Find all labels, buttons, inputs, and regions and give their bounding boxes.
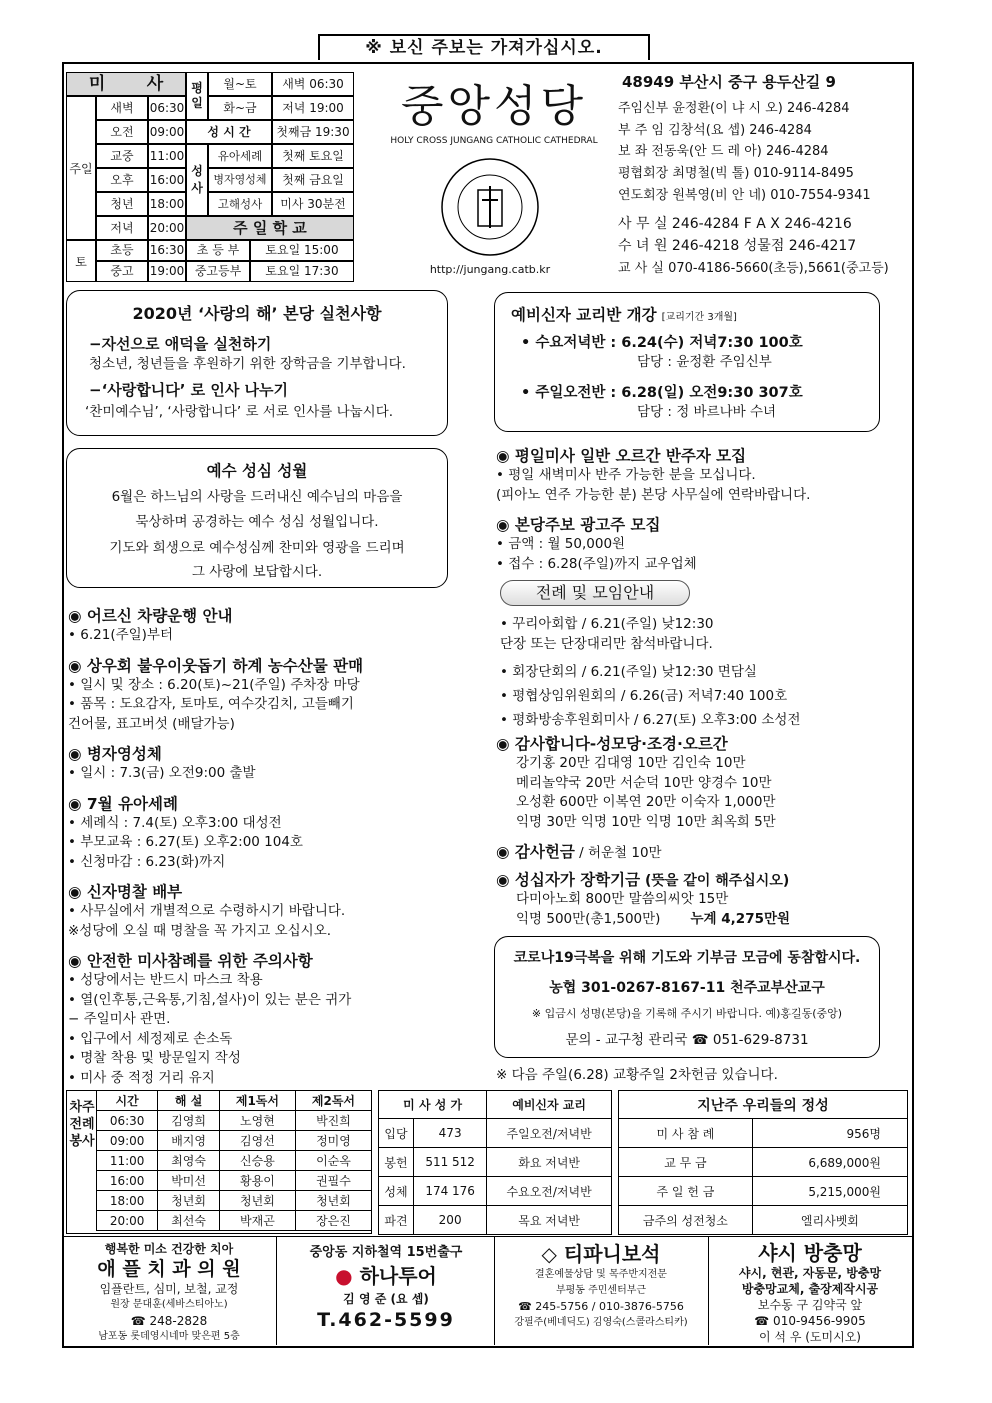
church-seal-icon [430,152,550,262]
notice-item: ◉ 신자명찰 배부 • 사무실에서 개별적으로 수령하시기 바랍니다. ※성당에 오실 때 명찰을 꼭 가지고 오십시오. [68,883,346,939]
ad-travel: 중앙동 지하철역 15번출구 ● 하나투어 김 영 준 (요 셉) T.462-5599 [309,1245,463,1331]
sacred-heart-box: 예수 성심 성월 6월은 하느님의 사랑을 드러내신 예수님의 마음을 묵상하며 공경하는 예수 성심 성월입니다. 기도와 희생으로 예수성심께 찬미와 영광을 드리며 그 사랑에 보답합시다. [66,448,448,588]
catechumen-box: 예비신자 교리반 개강 [교리기간 3개월] • 수요저녁반 : 6.24(수) 저녁7:30 100호 담당 : 윤정환 주임신부 • 주일오전반 : 6.28(일) 오전9:30 307호 담당 : 정 바르나바 수녀 [494,292,880,432]
convent-phone: 수 녀 원 246-4218 성물점 246-4217 [618,238,857,254]
staff-line: 연도회장 원복영(비 안 네) 010-7554-9341 [618,187,871,203]
notice-item: ◉ 상우회 불우이웃돕기 하계 농수산물 판매 • 일시 및 장소 : 6.20(토)~21(주일) 주차장 마당 • 품목 : 도요감자, 토마토, 여수갓김치, 고들빼기 건어물, 표고버섯 (배달가능) [68,656,364,732]
offerings-table: 지난주 우리들의 정성 미 사 참 례 956명 교 무 금 6,689,000원 주 일 헌 금 5,215,000원 금주의 성전청소 엘리사벳회 [618,1090,908,1235]
thanks-section: ◉ 감사합니다-성모당·조경·오르간 강기홍 20만 김대영 10만 김인숙 10만 메리놀약국 20만 서순덕 10만 양경수 10만 오성환 600만 이복연 20만 이숙자 1,000만 익명 30만 익명 10만 익명 10만 최옥희 5만 [496,735,776,830]
ad-dental: 행복한 미소 건강한 치아 애 플 치 과 의 원 임플란트, 심미, 보철, 교정 원장 문대훈(세바스티아노) ☎ 248-2828 남포동 롯데영시네마 맞은편 5층 [97,1242,241,1342]
notice-item: ◉ 7월 유아세례 • 세례식 : 7.4(토) 오후3:00 대성전 • 부모교육 : 6.27(토) 오후2:00 104호 • 신청마감 : 6.23(화)까지 [68,794,303,870]
notice-banner: ※ 보신 주보는 가져가십시오. [318,34,650,60]
mass-grid: 미 사 평일 월~토 새벽 06:30 화~금 저녁 19:00 성 시 간 첫째금 19:30 주일 새벽 06:30 오전 09:00 교중 11:00 오후 16:00 청년 18:00 저녁 20:00 성사 유아세례 첫째 토요일 병자영성체 첫째 금요일 고해성사 미사 30분전 주 일 학 교 토 초등 16:30 초 등 부 토요일 15:00 중고 19:00 중고등부 토요일 17:30 [66,72,354,282]
liturgy-label: 전례 및 모임안내 [500,580,690,606]
staff-line: 주임신부 윤정환(이 냐 시 오) 246-4284 [618,101,850,116]
notice-item: ◉ 평일미사 일반 오르간 반주자 모집 • 평일 새벽미사 반주 가능한 분을 모십니다. (피아노 연주 가능한 분) 본당 사무실에 연락바랍니다. [496,447,811,503]
diamond-icon: ◇ [541,1242,557,1266]
hanatour-logo-icon: ● [335,1264,353,1288]
ad-jewelry: ◇ 티파니보석 결혼예물상담 및 목주반지전문 부평동 주민센터부근 ☎ 245-5756 / 010-3876-5756 강필주(베네딕도) 김영숙(스콜라스티카) [514,1242,688,1328]
thanks-money: ◉ 감사헌금 / 허운철 10만 [496,843,662,861]
staff-line: 보 좌 전동욱(안 드 레 아) 246-4284 [618,144,829,160]
notice-item: ◉ 병자영성체 • 일시 : 7.3(금) 오전9:00 출발 [68,745,256,781]
staff-line: 부 주 임 김창석(요 셉) 246-4284 [618,122,812,138]
cross-fund: ◉ 성십자가 장학기금 (뜻을 같이 해주십시오) 다미아노회 800만 말씀의씨앗 15만 익명 500만(총1,500만) 누계 4,275만원 [496,871,791,927]
liturgy-list: • 꾸리아회합 / 6.21(주일) 낮12:30 단장 또는 단장대리만 참석바랍니다. • 회장단회의 / 6.21(주일) 낮12:30 면담실 • 평협상임위원회의 / 6.26(금) 저녁7:40 100호 • 평화방송후원회미사 / 6.27(토) 오후3:00 소성전 [500,616,801,728]
staff-line: 평협회장 최명철(빅 톨) 010-9114-8495 [618,166,854,182]
office-phone: 사 무 실 246-4284 F A X 246-4216 [618,216,852,232]
ads-row [64,1236,912,1346]
right-notices [496,444,906,574]
notice-item: ◉ 어르신 차량운행 안내 • 6.21(주일)부터 [68,607,233,643]
church-address: 48949 부산시 중구 용두산길 9 [622,73,836,91]
teacher-phone: 교 사 실 070-4186-5660(초등),5661(중고등) [618,261,889,276]
notice-item: ◉ 안전한 미사참례를 위한 주의사항 • 성당에서는 반드시 마스크 착용 • 열(인후통,근육통,기침,설사)이 있는 분은 귀가 − 주일미사 관면. • 입구에서 세정제로 손소독 • 명찰 착용 및 방문일지 작성 • 미사 중 적정 거리 유지 [68,952,352,1086]
church-title: 중앙성당 [400,81,587,132]
practice-title: 2020년 ‘사랑의 해’ 본당 실천사항 [132,304,382,323]
catechumen-title: 예비신자 교리반 개강 [511,306,657,324]
notice-item: ◉ 본당주보 광고주 모집 • 금액 : 월 50,000원 • 접수 : 6.28(주일)까지 교우업체 [496,516,697,572]
service-grid: 시간 해 설 제1독서 제2독서 06:30 김영희 노영현 박진희 09:00 배지영 김영선 정미영 11:00 최영숙 신승용 이순옥 16:00 박미선 황용이 권필수 18:00 청년회 청년회 청년회 20:00 최선숙 박재곤 장은진 [96,1090,372,1231]
church-english-name: HOLY CROSS JUNGANG CATHOLIC CATHEDRAL [390,136,598,146]
corona-box: 코로나19극복을 위해 기도와 기부금 모금에 동참합시다. 농협 301-0267-8167-11 천주교부산교구 ※ 입금시 성명(본당)을 기록해 주시기 바랍니다. 예)홍길동(중앙) 문의 - 교구청 관리국 ☎ 051-629-8731 [494,936,880,1058]
hymn-table: 미 사 성 가 예비신자 교리 입당 473 주일오전/저녁반 봉헌 511 512 화요 저녁반 성체 174 176 수요오전/저녁반 파견 200 목요 저녁반 [378,1090,612,1235]
left-notices [68,604,488,1088]
practice-box: 2020년 ‘사랑의 해’ 본당 실천사항 −자선으로 애덕을 실천하기 청소년, 청년들을 후원하기 위한 장학금을 기부합니다. −‘사랑합니다’ 로 인사 나누기 ‘찬미예수님’, ‘사랑합니다’ 로 서로 인사를 나눕시다. [66,290,448,436]
sacred-heart-title: 예수 성심 성월 [206,462,308,480]
church-url[interactable]: http://jungang.catb.kr [429,263,551,276]
service-table: 차주전례봉사 [66,1090,372,1234]
next-week-note: ※ 다음 주일(6.28) 교황주일 2차헌금 있습니다. [496,1067,778,1083]
ad-screens: 샤시 방충망 샤시, 현관, 자동문, 방충망 방충망교체, 출장제작시공 보수동 구 김약국 앞 ☎ 010-9456-9905 이 석 우 (도미시오) [738,1241,882,1344]
staff-list [618,98,871,207]
